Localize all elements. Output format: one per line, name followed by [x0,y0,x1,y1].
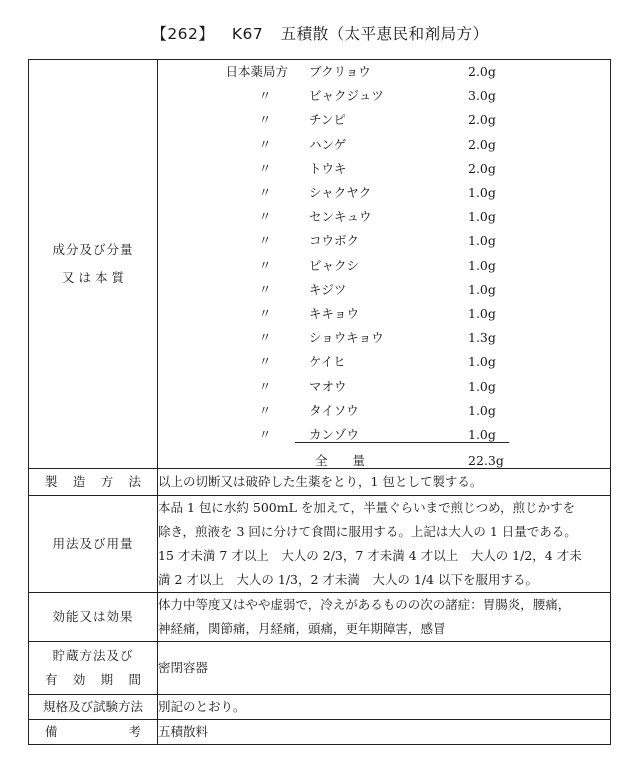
entry-number: 【262】 [151,25,215,43]
dosage-row [29,496,611,593]
ingredient-row [158,60,598,84]
formula-table [28,59,611,745]
ingredient-amount: 1.0g [468,402,496,418]
ingredient-amount: 2.0g [468,160,496,176]
dosage-line: 除き，煎液を 3 回に分けて食間に服用する。上記は大人の 1 日量である。 [158,524,577,539]
ingredient-row [158,254,598,278]
dosage-label-text: 用法及び用量 [52,536,134,551]
ingredients-content [158,60,611,469]
ingredient-source: 〃 [258,257,272,273]
ingredient-name: キジツ [309,281,347,297]
ingredient-source: 〃 [258,160,272,176]
ingredients-label-line2: 又 は 本 質 [62,270,124,285]
ingredient-source: 〃 [258,136,272,152]
ingredient-row [158,350,598,374]
ingredient-source: 〃 [258,233,272,249]
ingredient-name: センキュウ [309,209,372,225]
remarks-label-text: 備 考 [45,724,141,739]
ingredient-name: トウキ [309,160,347,176]
ingredient-name: ショウキョウ [309,330,384,346]
ingredient-row [158,133,598,157]
remarks-label [29,720,158,745]
ingredient-amount: 2.0g [468,112,496,128]
efficacy-label-text: 効能又は効果 [52,609,134,624]
ingredient-amount: 1.0g [468,257,496,273]
ingredient-row [158,375,598,399]
ingredient-row [158,278,598,302]
ingredient-source: 〃 [258,427,272,442]
ingredients-label-line1: 成分及び分量 [52,242,134,257]
ingredient-amount: 1.0g [468,306,496,321]
storage-label-line1: 貯蔵方法及び [52,648,134,663]
ingredients-list [158,60,610,468]
storage-label-line2-wrap [29,670,157,690]
remarks-row [29,720,611,745]
page-title [0,22,640,44]
ingredient-source: 〃 [258,402,272,418]
efficacy-label [29,593,158,642]
manufacture-label [29,469,158,496]
ingredient-amount: 1.3g [468,330,496,346]
manufacture-label-text: 製 造 方 法 [45,474,141,489]
ingredient-name: ビャクシ [309,257,360,273]
ingredient-name: タイソウ [309,402,359,418]
ingredient-source: 〃 [258,209,272,225]
efficacy-text [158,593,611,642]
ingredient-amount: 3.0g [468,88,496,104]
ingredient-source: 〃 [258,281,272,297]
ingredient-row [158,229,598,253]
ingredient-source: 〃 [258,330,272,346]
ingredient-amount: 2.0g [468,64,496,79]
specs-row [29,695,611,720]
total-label: 全 量 [315,453,366,469]
ingredients-row [29,60,611,469]
ingredient-source: 〃 [258,88,272,104]
ingredient-name: カンゾウ [309,427,360,442]
manufacture-text: 以上の切断又は破砕した生薬をとり，1 包として製する。 [158,469,611,496]
ingredient-row [158,181,598,205]
ingredient-amount: 1.0g [468,185,496,200]
storage-label [29,642,158,695]
ingredient-row [158,108,598,132]
ingredient-row [158,205,598,229]
ingredient-source: 〃 [258,378,272,394]
ingredient-amount: 1.0g [468,354,496,370]
specs-label-text: 規格及び試験方法 [42,699,143,714]
remarks-text: 五積散料 [158,720,611,745]
specs-text: 別記のとおり。 [158,695,611,720]
ingredient-source: 日本薬局方 [225,64,288,79]
storage-text: 密閉容器 [158,642,611,695]
dosage-line: 15 才未満 7 才以上 大人の 2/3，7 才未満 4 才以上 大人の 1/2，4 才未 [158,548,582,563]
ingredient-name: ブクリョウ [309,64,371,79]
ingredient-amount: 2.0g [468,136,496,152]
ingredient-row [158,157,598,181]
ingredient-row [158,84,598,108]
ingredient-name: コウボク [309,233,360,249]
ingredient-source: 〃 [258,112,272,128]
entry-code: K67 [231,25,264,43]
ingredient-name: ケイヒ [309,354,346,370]
ingredient-name: ビャクジュツ [309,88,384,104]
ingredient-name: マオウ [309,378,347,394]
formula-name: 五積散（太平恵民和剤局方） [280,25,489,43]
ingredient-row [158,326,598,350]
ingredients-label [29,60,158,469]
ingredient-source: 〃 [258,306,272,321]
ingredient-name: ハンゲ [309,136,347,152]
ingredient-amount: 1.0g [468,281,496,297]
dosage-line: 本品 1 包に水約 500mL を加えて，半量ぐらいまで煎じつめ，煎じかすを [158,500,576,515]
storage-row [29,642,611,695]
dosage-line: 満 2 才以上 大人の 1/3，2 才未満 大人の 1/4 以下を服用する。 [158,572,538,587]
ingredient-source: 〃 [258,185,272,200]
ingredient-name: シャクヤク [309,185,372,200]
efficacy-line: 神経痛，関節痛，月経痛，頭痛，更年期障害，感冒 [158,621,446,636]
ingredient-amount: 1.0g [468,427,496,442]
total-row [158,449,598,473]
ingredient-row [158,423,598,447]
storage-label-line2: 有 効 期 間 [45,672,141,687]
ingredient-row [158,302,598,326]
total-amount: 22.3g [468,453,504,469]
efficacy-line: 体力中等度又はやや虚弱で，冷えがあるものの次の諸症：胃腸炎，腰痛， [158,597,571,612]
ingredient-amount: 1.0g [468,378,496,394]
dosage-text [158,496,611,593]
dosage-label [29,496,158,593]
specs-label [29,695,158,720]
ingredient-source: 〃 [258,354,272,370]
ingredient-amount: 1.0g [468,209,496,225]
ingredient-name: キキョウ [309,306,360,321]
ingredient-name: チンピ [309,112,346,128]
efficacy-row [29,593,611,642]
ingredient-row [158,399,598,423]
ingredient-amount: 1.0g [468,233,496,249]
